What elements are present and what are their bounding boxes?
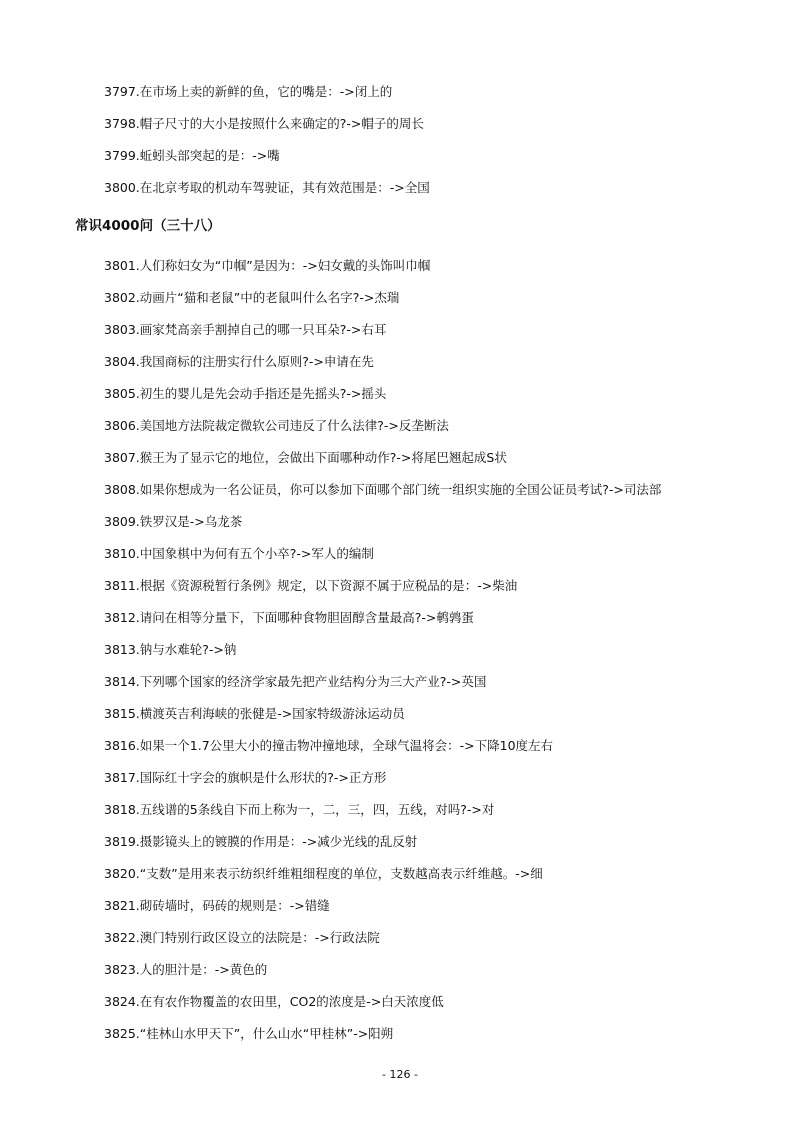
question-item: 3805.初生的婴儿是先会动手指还是先摇头?->摇头 [104, 386, 387, 401]
question-item: 3815.横渡英吉利海峡的张健是->国家特级游泳运动员 [104, 706, 405, 721]
question-item: 3800.在北京考取的机动车驾驶证，其有效范围是：->全国 [104, 180, 430, 195]
question-item: 3808.如果你想成为一名公证员，你可以参加下面哪个部门统一组织实施的全国公证员考试?->司法部 [104, 482, 662, 497]
question-list-section-38 [104, 250, 784, 1050]
question-item: 3797.在市场上卖的新鲜的鱼，它的嘴是：->闭上的 [104, 84, 393, 99]
question-item: 3810.中国象棋中为何有五个小卒?->军人的编制 [104, 546, 374, 561]
question-item: 3807.猴王为了显示它的地位，会做出下面哪种动作?->将尾巴翘起成S状 [104, 450, 507, 465]
question-item: 3819.摄影镜头上的镀膜的作用是：->减少光线的乱反射 [104, 834, 418, 849]
question-list-previous [104, 76, 784, 204]
question-item: 3823.人的胆汁是：->黄色的 [104, 962, 268, 977]
question-item: 3812.请问在相等分量下，下面哪种食物胆固醇含量最高?->鹌鹑蛋 [104, 610, 474, 625]
question-item: 3820.“支数”是用来表示纺织纤维粗细程度的单位，支数越高表示纤维越。->细 [104, 866, 543, 881]
question-item: 3798.帽子尺寸的大小是按照什么来确定的?->帽子的周长 [104, 116, 424, 131]
question-item: 3811.根据《资源税暂行条例》规定，以下资源不属于应税品的是：->柴油 [104, 578, 518, 593]
question-item: 3821.砌砖墙时，码砖的规则是：->错缝 [104, 898, 330, 913]
question-item: 3806.美国地方法院裁定微软公司违反了什么法律?->反垄断法 [104, 418, 449, 433]
question-item: 3809.铁罗汉是->乌龙茶 [104, 514, 243, 529]
question-item: 3804.我国商标的注册实行什么原则?->申请在先 [104, 354, 374, 369]
section-heading: 常识4000问（三十八） [75, 218, 221, 234]
question-item: 3814.下列哪个国家的经济学家最先把产业结构分为三大产业?->英国 [104, 674, 487, 689]
question-item: 3822.澳门特别行政区设立的法院是：->行政法院 [104, 930, 380, 945]
question-item: 3801.人们称妇女为“巾帼”是因为：->妇女戴的头饰叫巾帼 [104, 258, 431, 273]
question-item: 3799.蚯蚓头部突起的是：->嘴 [104, 148, 280, 163]
question-item: 3803.画家梵高亲手割掉自己的哪一只耳朵?->右耳 [104, 322, 387, 337]
question-item: 3802.动画片“猫和老鼠”中的老鼠叫什么名字?->杰瑞 [104, 290, 400, 305]
question-item: 3818.五线谱的5条线自下而上称为一，二，三，四，五线，对吗?->对 [104, 802, 495, 817]
question-item: 3824.在有农作物覆盖的农田里，CO2的浓度是->白天浓度低 [104, 994, 444, 1009]
question-item: 3813.钠与水难轮?->钠 [104, 642, 237, 657]
question-item: 3825.“桂林山水甲天下”，什么山水“甲桂林”->阳朔 [104, 1026, 394, 1041]
question-item: 3817.国际红十字会的旗帜是什么形状的?->正方形 [104, 770, 387, 785]
question-item: 3816.如果一个1.7公里大小的撞击物冲撞地球，全球气温将会：->下降10度左右 [104, 738, 554, 753]
page-number: - 126 - [382, 1068, 418, 1081]
